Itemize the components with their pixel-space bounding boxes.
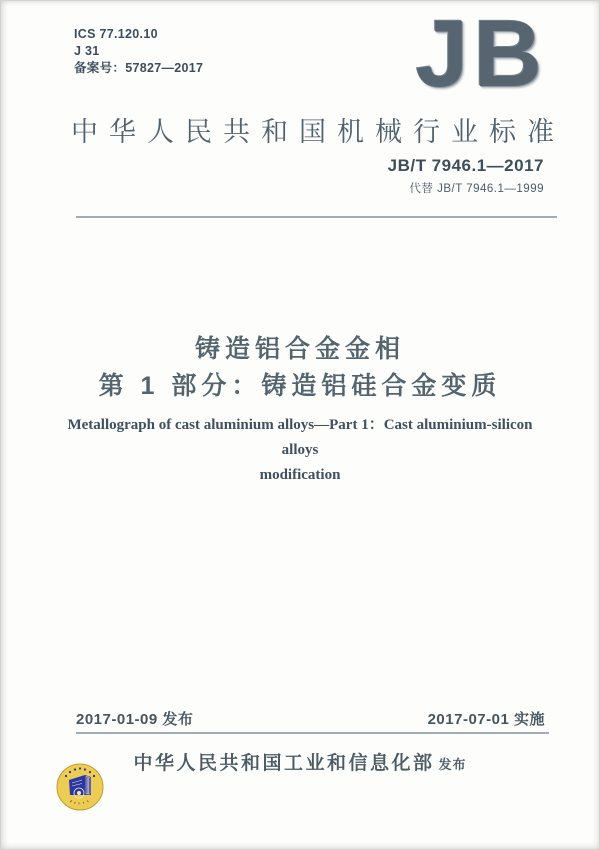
title-english-line2: modification: [259, 467, 341, 483]
classification-codes: [74, 26, 203, 77]
issue-date: 2017-01-09 发布: [76, 711, 194, 728]
standard-number: JB/T 7946.1—2017: [387, 156, 544, 175]
jb-logo: JB: [415, 1, 547, 107]
header-divider-rule: [76, 216, 557, 218]
standard-heading: 中华人民共和国机械行业标准: [71, 117, 565, 147]
standard-number-block: [388, 156, 544, 196]
implementation-date: 2017-07-01 实施: [427, 711, 545, 728]
issuer-name: 中华人民共和国工业和信息化部: [133, 753, 435, 774]
title-english-line1: Metallograph of cast aluminium alloys—Part 1：Cast aluminium-silicon alloys: [67, 417, 533, 458]
ics-code: ICS 77.120.10: [74, 27, 158, 41]
title-chinese: [41, 331, 559, 405]
machinery-federation-seal-icon: [55, 762, 105, 812]
doc-class-code: J 31: [74, 44, 100, 58]
title-chinese-line2: 第 1 部分：铸造铝硅合金变质: [98, 372, 502, 400]
title-chinese-line1: 铸造铝合金金相: [194, 335, 405, 363]
record-number: 备案号：57827—2017: [74, 61, 204, 75]
footer-divider-rule: [76, 732, 549, 734]
title-english: [51, 413, 549, 488]
issuer-suffix: 发布: [438, 757, 467, 772]
replaces-note: 代替 JB/T 7946.1—1999: [409, 183, 544, 195]
